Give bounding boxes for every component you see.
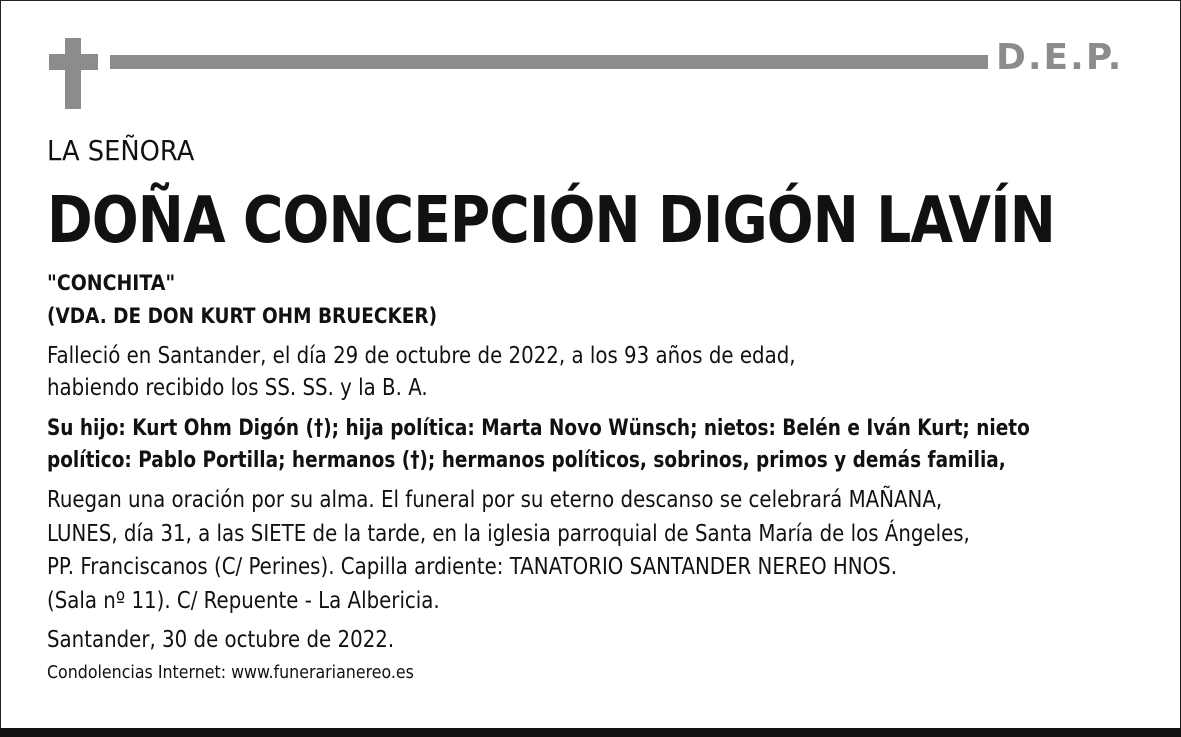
cross-icon-bar <box>49 54 98 70</box>
dep-label: D.E.P. <box>996 37 1124 78</box>
deceased-name: DOÑA CONCEPCIÓN DIGÓN LAVÍN <box>47 184 1055 258</box>
alias-text: "CONCHITA" <box>47 271 176 295</box>
bottom-rule <box>0 728 1181 737</box>
funeral-line: PP. Franciscanos (C/ Perines). Capilla ardiente: TANATORIO SANTANDER NEREO HNOS. <box>47 554 898 580</box>
family-line: Su hijo: Kurt Ohm Digón (†); hija política: Marta Novo Wünsch; nietos: Belén e Iván Kurt; nieto <box>47 416 1030 441</box>
header-rule <box>110 55 988 69</box>
funeral-line: LUNES, día 31, a las SIETE de la tarde, en la iglesia parroquial de Santa María de los Ángeles, <box>47 521 970 547</box>
condolences-link[interactable]: Condolencias Internet: www.funerarianereo.es <box>47 662 414 683</box>
death-line: habiendo recibido los SS. SS. y la B. A. <box>47 375 428 401</box>
death-line: Falleció en Santander, el día 29 de octubre de 2022, a los 93 años de edad, <box>47 343 796 369</box>
family-line: político: Pablo Portilla; hermanos (†); hermanos políticos, sobrinos, primos y demás familia, <box>47 448 1006 473</box>
widow-text: (VDA. DE DON KURT OHM BRUECKER) <box>47 304 438 328</box>
funeral-line: (Sala nº 11). C/ Repuente - La Albericia. <box>47 588 440 614</box>
cross-icon <box>65 38 81 109</box>
place-date: Santander, 30 de octubre de 2022. <box>47 627 395 653</box>
funeral-line: Ruegan una oración por su alma. El funeral por su eterno descanso se celebrará MAÑANA, <box>47 487 943 513</box>
intro-text: LA SEÑORA <box>47 134 195 167</box>
